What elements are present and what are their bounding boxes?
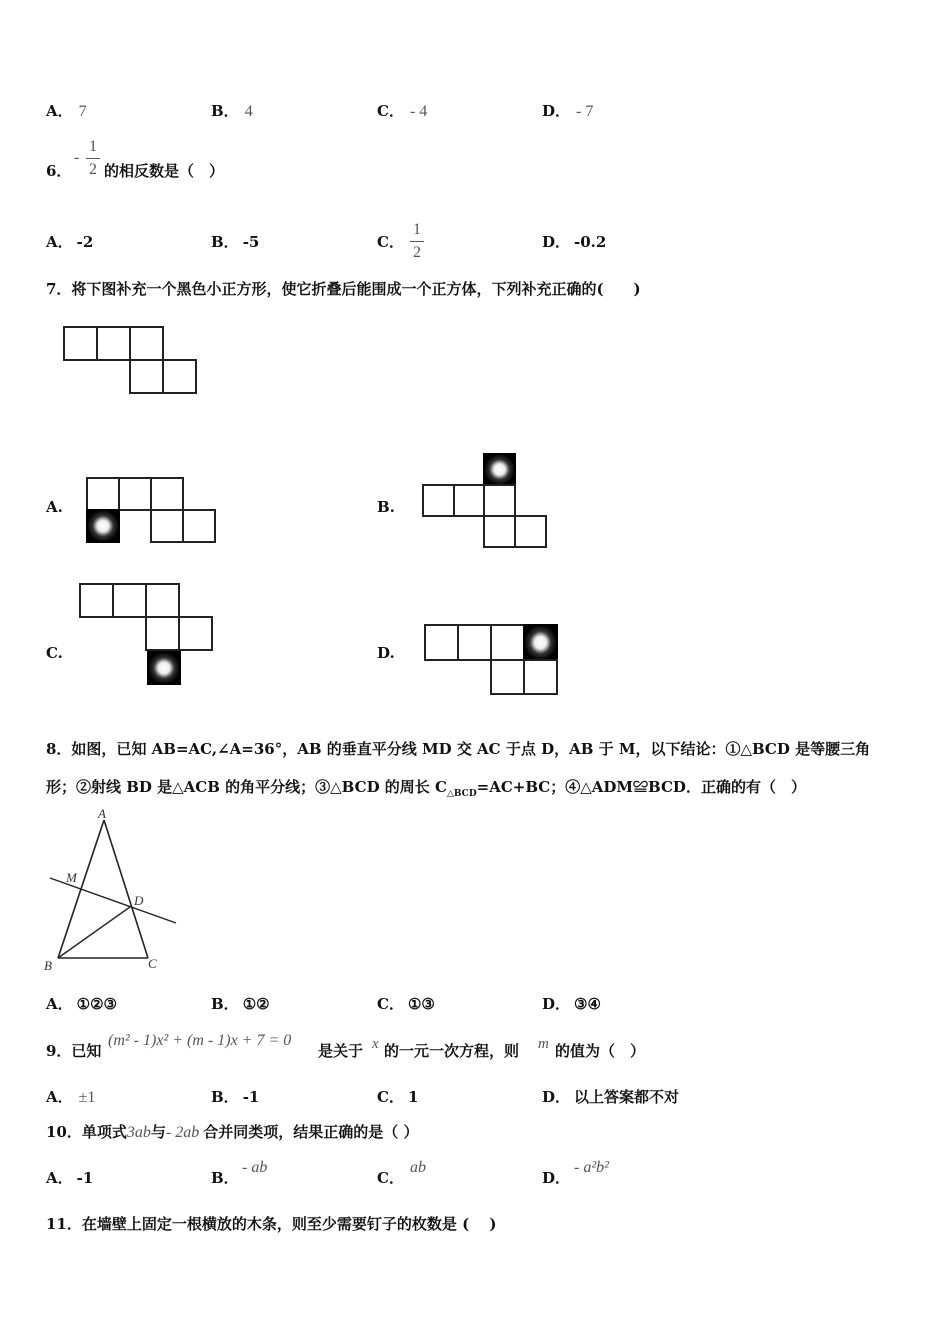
q10-option-c-value: ab — [410, 1159, 426, 1176]
q8-option-d: D． ③④ — [542, 995, 601, 1013]
label-b: B — [44, 958, 52, 973]
q10-option-b-value: - ab — [242, 1159, 268, 1176]
q9-equation: (m² - 1)x² + (m - 1)x + 7 = 0 — [108, 1032, 292, 1049]
q8-stem-line2: 形；②射线 BD 是△ACB 的角平分线；③△BCD 的周长 $C_{\triangle BCD}=AC+BC$；④△ADM≌BCD．正确的有（ ） — [46, 778, 806, 799]
q7-option-d-net — [422, 622, 562, 698]
q8-option-b: B． ①② — [211, 995, 270, 1013]
q9-var-x: x — [372, 1036, 379, 1052]
q5-option-c: C． - 4 — [377, 102, 428, 120]
q10-stem: 10．单项式3ab与- 2ab 合并同类项，结果正确的是（ ） — [46, 1123, 419, 1141]
q9-var-m: m — [538, 1036, 549, 1052]
q9-option-d: D． 以上答案都不对 — [542, 1088, 680, 1106]
q7-base-net — [60, 324, 200, 398]
q6-sign: - — [74, 149, 80, 166]
q8-option-a: A． ①②③ — [46, 995, 117, 1013]
q7-option-a-label: A. — [46, 498, 63, 516]
q9-stem-c: 的值为（ ） — [555, 1042, 646, 1060]
q6-fraction: 1 2 — [86, 138, 100, 179]
q7-option-a-net — [84, 476, 218, 548]
q5-option-b: B． 4 — [211, 102, 253, 120]
q5-option-a: A． 7 — [46, 102, 87, 120]
q7-option-b-label: B. — [377, 498, 395, 516]
q7-option-c-net — [78, 582, 218, 690]
q9-option-c: C． 1 — [377, 1088, 419, 1106]
q7-option-b-net — [420, 452, 550, 552]
q9-option-a: A． ±1 — [46, 1088, 96, 1106]
q10-option-a: A． -1 — [46, 1169, 94, 1187]
q6-option-c: C． — [377, 233, 404, 251]
q9-option-b: B． -1 — [211, 1088, 260, 1106]
q9-stem-b: 的一元一次方程，则 — [384, 1042, 520, 1060]
label-a: A — [98, 806, 106, 821]
q5-option-d: D． - 7 — [542, 102, 594, 120]
q10-option-d-value: - a²b² — [574, 1159, 609, 1176]
label-d: D — [134, 893, 144, 908]
black-square — [87, 510, 119, 542]
q6-option-a: A． -2 — [46, 233, 94, 251]
q10-option-b-label: B． — [211, 1169, 239, 1187]
q6-option-c-fraction: 1 2 — [410, 221, 424, 262]
q11-stem: 11．在墙壁上固定一根横放的木条，则至少需要钉子的枚数是 ( ) — [46, 1215, 497, 1233]
label-m: M — [66, 870, 77, 885]
q7-option-d-label: D. — [377, 644, 395, 662]
black-square — [148, 652, 180, 684]
q9-stem-a: 是关于 — [318, 1042, 364, 1060]
q10-option-d-label: D． — [542, 1169, 571, 1187]
q9-number: 9．已知 — [46, 1042, 102, 1060]
label-c: C — [148, 956, 157, 971]
black-square — [524, 625, 557, 660]
q6-number: 6． — [46, 162, 72, 180]
black-square — [484, 454, 515, 485]
q6-option-b: B． -5 — [211, 233, 260, 251]
q10-option-c-label: C． — [377, 1169, 404, 1187]
q8-triangle-figure — [40, 806, 190, 976]
q8-stem-line1: 8．如图，已知 AB=AC,∠A=36°，AB 的垂直平分线 MD 交 AC 于点 D，AB 于 M，以下结论：①△BCD 是等腰三角 — [46, 740, 871, 758]
q7-option-c-label: C. — [46, 644, 63, 662]
q7-stem: 7．将下图补充一个黑色小正方形，使它折叠后能围成一个正方体，下列补充正确的( ) — [46, 280, 641, 298]
q8-option-c: C． ①③ — [377, 995, 435, 1013]
q6-stem: 的相反数是（ ） — [104, 162, 225, 180]
q6-option-d: D． -0.2 — [542, 233, 607, 251]
